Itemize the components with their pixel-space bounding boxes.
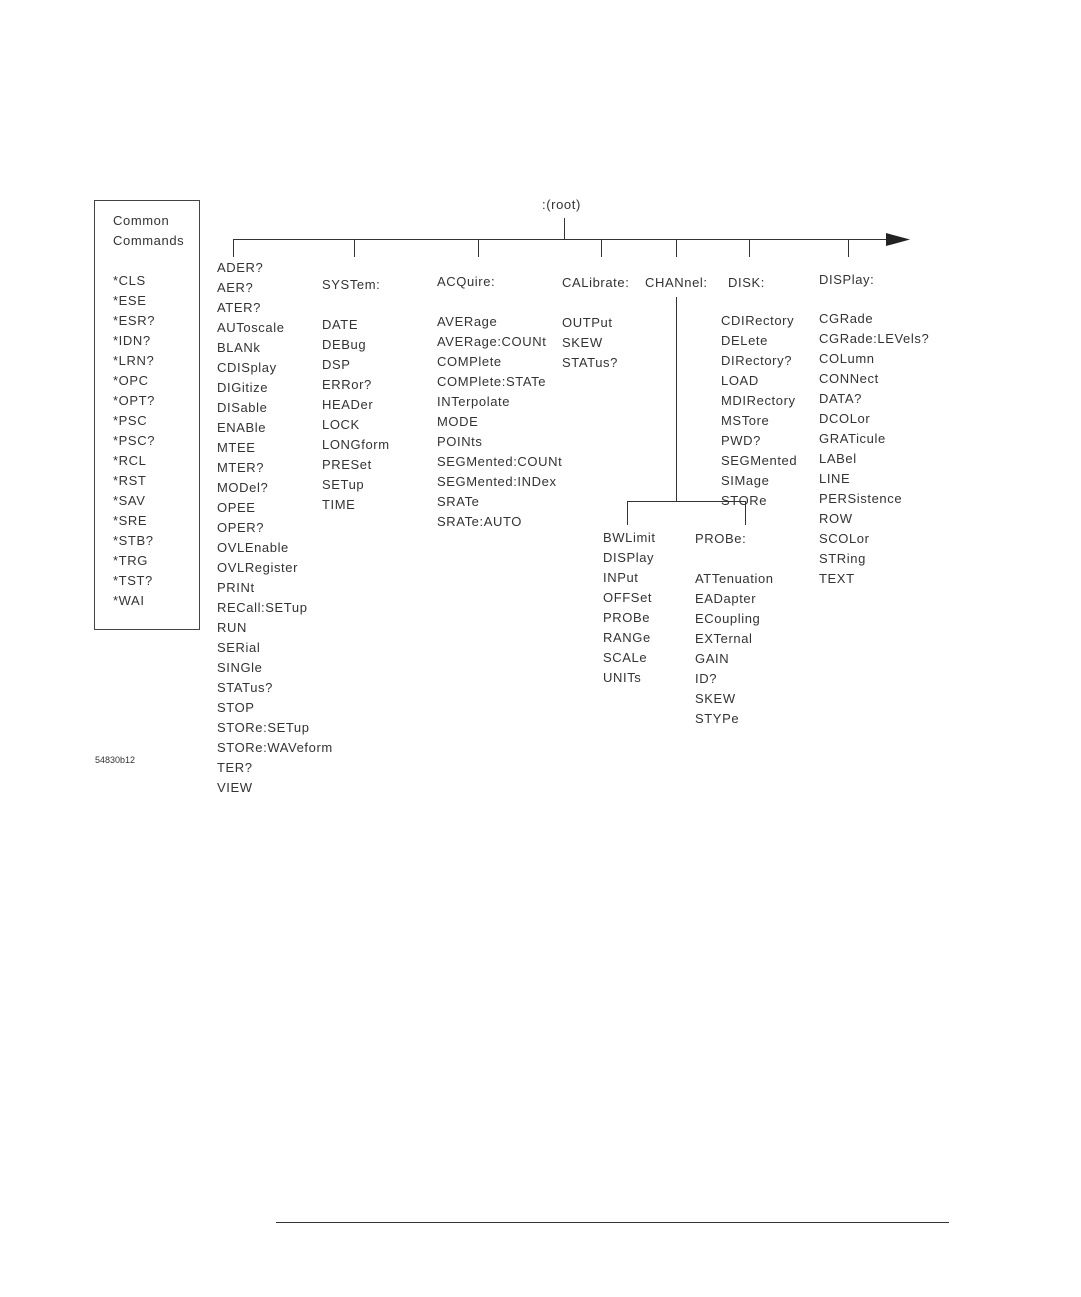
common-command-item: *PSC: [113, 413, 148, 428]
acquire-command-item: SRATe: [437, 494, 480, 509]
disk-command-item: DIRectory?: [721, 353, 793, 368]
root-command-item: MTEE: [217, 440, 256, 455]
common-command-item: *SAV: [113, 493, 146, 508]
root-command-item: AUToscale: [217, 320, 285, 335]
probe-command-item: ID?: [695, 671, 718, 686]
root-command-item: BLANk: [217, 340, 261, 355]
common-command-item: *SRE: [113, 513, 148, 528]
acquire-header: ACQuire:: [437, 274, 496, 289]
disk-command-item: LOAD: [721, 373, 759, 388]
probe-command-item: EXTernal: [695, 631, 753, 646]
root-label: :(root): [542, 197, 581, 212]
disk-command-item: PWD?: [721, 433, 761, 448]
disk-command-item: DELete: [721, 333, 768, 348]
system-command-item: LOCK: [322, 417, 360, 432]
root-command-item: SINGle: [217, 660, 263, 675]
display-command-item: LABel: [819, 451, 857, 466]
display-command-item: GRATicule: [819, 431, 886, 446]
root-command-item: STORe:SETup: [217, 720, 310, 735]
probe-command-item: SKEW: [695, 691, 736, 706]
root-command-item: RUN: [217, 620, 247, 635]
root-command-item: OPER?: [217, 520, 265, 535]
common-command-item: *TRG: [113, 553, 148, 568]
disk-commands-list: [721, 311, 797, 511]
probe-header: PROBe:: [695, 531, 747, 546]
display-command-item: LINE: [819, 471, 851, 486]
disk-command-item: SEGMented: [721, 453, 798, 468]
root-command-item: ATER?: [217, 300, 261, 315]
probe-command-item: GAIN: [695, 651, 730, 666]
display-command-item: COLumn: [819, 351, 875, 366]
system-commands-list: [322, 315, 390, 515]
drop-root-commands: [233, 239, 234, 257]
disk-command-item: MSTore: [721, 413, 770, 428]
calibrate-command-item: STATus?: [562, 355, 618, 370]
system-command-item: SETup: [322, 477, 365, 492]
acquire-command-item: AVERage:COUNt: [437, 334, 547, 349]
channel-command-item: INPut: [603, 570, 639, 585]
display-command-item: STRing: [819, 551, 866, 566]
acquire-command-item: POINts: [437, 434, 483, 449]
root-command-item: RECall:SETup: [217, 600, 308, 615]
channel-command-item: OFFSet: [603, 590, 653, 605]
figure-id: 54830b12: [95, 755, 136, 765]
disk-header: DISK:: [728, 275, 765, 290]
common-command-item: *RST: [113, 473, 147, 488]
calibrate-command-item: OUTPut: [562, 315, 613, 330]
common-commands-list: [113, 271, 155, 611]
root-command-item: CDISplay: [217, 360, 277, 375]
common-command-item: *RCL: [113, 453, 147, 468]
drop-disk: [749, 239, 750, 257]
bottom-rule: [276, 1222, 949, 1223]
root-connector: [564, 218, 565, 239]
root-command-item: ADER?: [217, 260, 264, 275]
system-header: SYSTem:: [322, 277, 381, 292]
root-command-item: STATus?: [217, 680, 273, 695]
arrow-right-icon: [886, 233, 912, 246]
channel-command-item: UNITs: [603, 670, 642, 685]
system-command-item: LONGform: [322, 437, 390, 452]
display-commands-list: [819, 309, 929, 589]
display-command-item: ROW: [819, 511, 853, 526]
drop-acquire: [478, 239, 479, 257]
system-command-item: DATE: [322, 317, 359, 332]
probe-command-item: ECoupling: [695, 611, 761, 626]
acquire-command-item: COMPlete: [437, 354, 502, 369]
system-command-item: PRESet: [322, 457, 372, 472]
drop-display: [848, 239, 849, 257]
probe-commands-list: [695, 569, 774, 729]
disk-command-item: MDIRectory: [721, 393, 796, 408]
system-command-item: ERRor?: [322, 377, 372, 392]
common-command-item: *LRN?: [113, 353, 155, 368]
channel-command-item: DISPlay: [603, 550, 655, 565]
acquire-command-item: COMPlete:STATe: [437, 374, 547, 389]
channel-command-item: PROBe: [603, 610, 651, 625]
root-command-item: AER?: [217, 280, 254, 295]
system-command-item: TIME: [322, 497, 356, 512]
acquire-command-item: SEGMented:COUNt: [437, 454, 563, 469]
disk-command-item: SIMage: [721, 473, 770, 488]
root-command-item: STORe:WAVeform: [217, 740, 333, 755]
common-command-item: *STB?: [113, 533, 154, 548]
root-commands-list: [217, 258, 333, 798]
common-command-item: *ESE: [113, 293, 147, 308]
root-tree-line: [233, 239, 890, 240]
calibrate-command-item: SKEW: [562, 335, 603, 350]
channel-commands-list: [603, 528, 656, 688]
root-command-item: DISable: [217, 400, 268, 415]
common-command-item: *CLS: [113, 273, 146, 288]
probe-command-item: ATTenuation: [695, 571, 774, 586]
drop-calibrate: [601, 239, 602, 257]
display-command-item: PERSistence: [819, 491, 903, 506]
system-command-item: HEADer: [322, 397, 374, 412]
root-command-item: OVLRegister: [217, 560, 299, 575]
channel-header: CHANnel:: [645, 275, 708, 290]
drop-channel-items: [627, 501, 628, 525]
root-command-item: OPEE: [217, 500, 256, 515]
root-command-item: MODel?: [217, 480, 269, 495]
root-command-item: ENABle: [217, 420, 267, 435]
common-command-item: *OPT?: [113, 393, 156, 408]
channel-connector: [676, 297, 677, 501]
probe-command-item: EADapter: [695, 591, 757, 606]
acquire-command-item: SEGMented:INDex: [437, 474, 557, 489]
acquire-command-item: SRATe:AUTO: [437, 514, 522, 529]
drop-system: [354, 239, 355, 257]
root-command-item: VIEW: [217, 780, 253, 795]
common-command-item: *WAI: [113, 593, 145, 608]
root-command-item: TER?: [217, 760, 253, 775]
calibrate-commands-list: [562, 313, 618, 373]
common-command-item: *TST?: [113, 573, 153, 588]
display-command-item: CGRade:LEVels?: [819, 331, 930, 346]
probe-command-item: STYPe: [695, 711, 740, 726]
root-command-item: MTER?: [217, 460, 265, 475]
system-command-item: DEBug: [322, 337, 367, 352]
acquire-command-item: MODE: [437, 414, 479, 429]
channel-command-item: SCALe: [603, 650, 648, 665]
system-command-item: DSP: [322, 357, 351, 372]
channel-command-item: RANGe: [603, 630, 651, 645]
common-command-item: *IDN?: [113, 333, 151, 348]
display-command-item: CGRade: [819, 311, 874, 326]
common-commands-title-line2: Commands: [113, 233, 185, 248]
root-command-item: SERial: [217, 640, 261, 655]
display-command-item: DCOLor: [819, 411, 871, 426]
calibrate-header: CALibrate:: [562, 275, 630, 290]
display-command-item: CONNect: [819, 371, 879, 386]
root-command-item: OVLEnable: [217, 540, 289, 555]
root-command-item: DIGitize: [217, 380, 269, 395]
acquire-command-item: INTerpolate: [437, 394, 511, 409]
acquire-commands-list: [437, 312, 562, 532]
common-command-item: *PSC?: [113, 433, 156, 448]
display-command-item: TEXT: [819, 571, 855, 586]
drop-channel: [676, 239, 677, 257]
common-command-item: *ESR?: [113, 313, 156, 328]
display-command-item: SCOLor: [819, 531, 870, 546]
acquire-command-item: AVERage: [437, 314, 498, 329]
disk-command-item: CDIRectory: [721, 313, 795, 328]
root-command-item: PRINt: [217, 580, 255, 595]
common-command-item: *OPC: [113, 373, 149, 388]
channel-command-item: BWLimit: [603, 530, 656, 545]
display-header: DISPlay:: [819, 272, 875, 287]
common-commands-title-line1: Common: [113, 213, 170, 228]
display-command-item: DATA?: [819, 391, 862, 406]
root-command-item: STOP: [217, 700, 255, 715]
disk-command-item: STORe: [721, 493, 768, 508]
